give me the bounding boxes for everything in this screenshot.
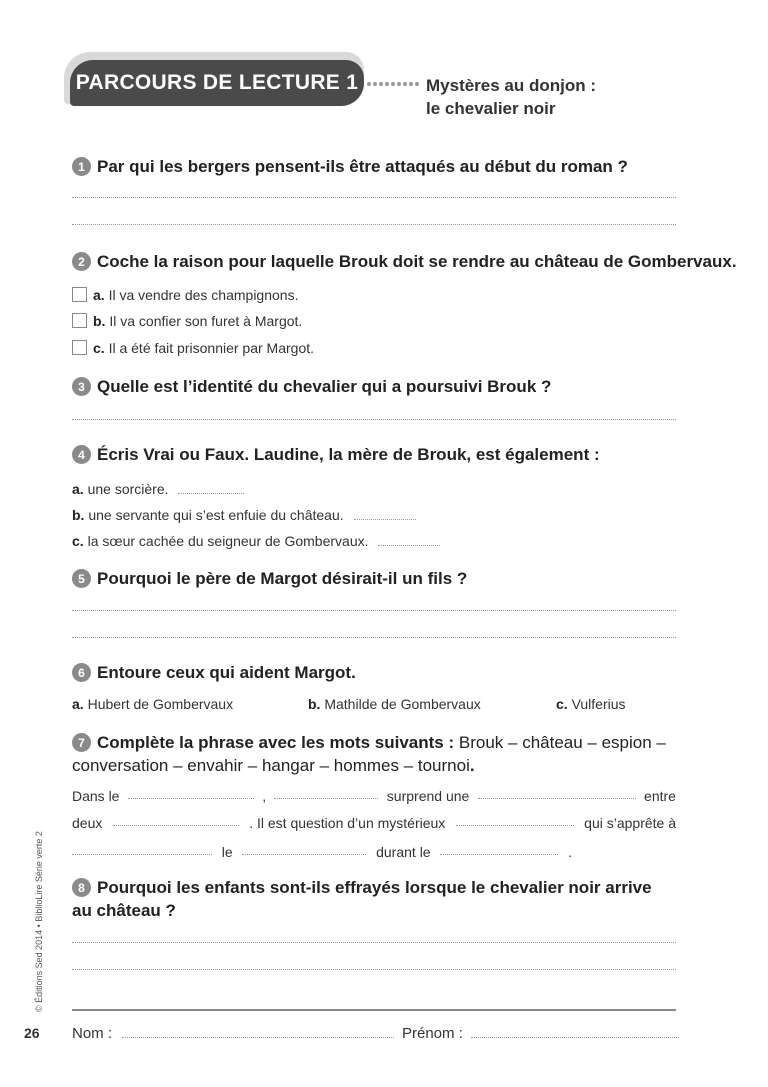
- question-text: Quelle est l’identité du chevalier qui a poursuivi Brouk ?: [97, 377, 552, 396]
- cloze-text: .: [568, 844, 572, 860]
- question-text: Pourquoi le père de Margot désirait-il un fils ?: [97, 569, 468, 588]
- answer-line[interactable]: [72, 224, 676, 225]
- question-number-badge: 7: [72, 733, 91, 752]
- subtitle-line-2: le chevalier noir: [426, 99, 556, 118]
- cloze-line-3: [72, 843, 572, 861]
- answer-line[interactable]: [72, 419, 676, 420]
- option-b: [72, 312, 302, 330]
- answer-blank[interactable]: [378, 534, 440, 546]
- cloze-line-1: [72, 787, 676, 805]
- checkbox[interactable]: [72, 340, 87, 355]
- question-8: [72, 877, 652, 899]
- option-text: Il a été fait prisonnier par Margot.: [108, 340, 315, 356]
- word-list-line-2: conversation – envahir – hangar – hommes – tournoi .: [72, 756, 475, 775]
- cloze-blank[interactable]: [242, 843, 366, 855]
- question-number-badge: 2: [72, 252, 91, 271]
- cloze-text: qui s’apprête à: [584, 815, 676, 831]
- dotted-connector: [364, 78, 420, 90]
- checkbox[interactable]: [72, 287, 87, 302]
- option-letter: b.: [93, 313, 106, 329]
- question-4: [72, 444, 600, 466]
- statement-b: [72, 506, 416, 524]
- answer-line[interactable]: [72, 942, 676, 943]
- cloze-blank[interactable]: [274, 787, 378, 799]
- choice-a[interactable]: [72, 695, 233, 713]
- option-c: [72, 339, 314, 357]
- cloze-blank[interactable]: [128, 787, 254, 799]
- page-number: 26: [24, 1025, 40, 1041]
- nom-input[interactable]: [122, 1026, 394, 1038]
- answer-blank[interactable]: [178, 482, 244, 494]
- cloze-blank[interactable]: [113, 814, 239, 826]
- option-letter: a.: [93, 287, 105, 303]
- cloze-blank[interactable]: [478, 787, 636, 799]
- option-letter: b.: [72, 507, 85, 523]
- statement-c: [72, 532, 440, 550]
- cloze-blank[interactable]: [72, 843, 212, 855]
- question-text: Écris Vrai ou Faux. Laudine, la mère de Brouk, est également :: [97, 445, 600, 464]
- cloze-text: entre: [644, 788, 676, 804]
- answer-line[interactable]: [72, 969, 676, 970]
- option-letter: c.: [93, 340, 105, 356]
- question-text: Pourquoi les enfants sont-ils effrayés lorsque le chevalier noir arrive: [97, 878, 652, 897]
- cloze-blank[interactable]: [440, 843, 558, 855]
- cloze-text: . Il est question d’un mystérieux: [249, 815, 446, 831]
- cloze-text: surprend une: [386, 788, 470, 804]
- question-instruction: Complète la phrase avec les mots suivants :: [97, 733, 455, 752]
- question-text-continued: au château ?: [72, 901, 176, 920]
- question-2: [72, 251, 737, 273]
- question-7: [72, 732, 666, 754]
- cloze-text: durant le: [376, 844, 431, 860]
- answer-line[interactable]: [72, 637, 676, 638]
- cloze-text: deux: [72, 815, 103, 831]
- question-text: [97, 732, 666, 754]
- word-list-continued: conversation – envahir – hangar – hommes – tournoi: [72, 756, 470, 775]
- question-6: [72, 662, 356, 684]
- question-3: [72, 376, 551, 398]
- cloze-text: ,: [262, 788, 267, 804]
- prenom-label: Prénom :: [402, 1025, 463, 1042]
- nom-field: [72, 1025, 394, 1043]
- option-text: Hubert de Gombervaux: [87, 696, 234, 712]
- question-number-badge: 8: [72, 878, 91, 897]
- option-a: [72, 286, 298, 304]
- answer-blank[interactable]: [354, 508, 416, 520]
- question-number-badge: 1: [72, 157, 91, 176]
- option-text: Mathilde de Gombervaux: [324, 696, 481, 712]
- question-text: Par qui les bergers pensent-ils être attaqués au début du roman ?: [97, 157, 628, 176]
- cloze-line-2: [72, 814, 676, 832]
- option-text: Il va confier son furet à Margot.: [109, 313, 303, 329]
- option-letter: c.: [72, 533, 84, 549]
- option-text: Vulferius: [571, 696, 626, 712]
- word-list-start: Brouk – château – espion –: [454, 733, 666, 752]
- prenom-input[interactable]: [471, 1026, 679, 1038]
- question-number-badge: 4: [72, 445, 91, 464]
- answer-line[interactable]: [72, 197, 676, 198]
- question-number-badge: 3: [72, 377, 91, 396]
- question-8-line-2: [72, 900, 176, 922]
- cloze-text: le: [221, 844, 233, 860]
- option-letter: a.: [72, 481, 84, 497]
- answer-line[interactable]: [72, 610, 676, 611]
- header-badge: PARCOURS DE LECTURE 1: [70, 60, 364, 106]
- option-text: la sœur cachée du seigneur de Gombervaux.: [87, 533, 369, 549]
- option-letter: c.: [556, 696, 568, 712]
- cloze-blank[interactable]: [456, 814, 574, 826]
- question-5: [72, 568, 467, 590]
- cloze-text: Dans le: [72, 788, 120, 804]
- checkbox[interactable]: [72, 313, 87, 328]
- option-text: Il va vendre des champignons.: [108, 287, 299, 303]
- question-1: [72, 156, 628, 178]
- header-subtitle: [426, 74, 596, 120]
- statement-a: [72, 480, 244, 498]
- question-number-badge: 6: [72, 663, 91, 682]
- subtitle-line-1: Mystères au donjon :: [426, 76, 597, 95]
- prenom-field: [402, 1025, 679, 1043]
- question-text: Entoure ceux qui aident Margot.: [97, 663, 356, 682]
- option-text: une sorcière.: [87, 481, 169, 497]
- option-text: une servante qui s’est enfuie du château.: [88, 507, 344, 523]
- footer-divider: [72, 1009, 676, 1011]
- question-number-badge: 5: [72, 569, 91, 588]
- nom-label: Nom :: [72, 1025, 113, 1042]
- choice-c[interactable]: [556, 695, 626, 713]
- choice-b[interactable]: [308, 695, 481, 713]
- copyright-notice: © Éditions Sed 2014 • BiblioLire Série verte 2: [34, 831, 44, 1012]
- question-text: Coche la raison pour laquelle Brouk doit se rendre au château de Gombervaux.: [97, 252, 737, 271]
- option-letter: a.: [72, 696, 84, 712]
- option-letter: b.: [308, 696, 321, 712]
